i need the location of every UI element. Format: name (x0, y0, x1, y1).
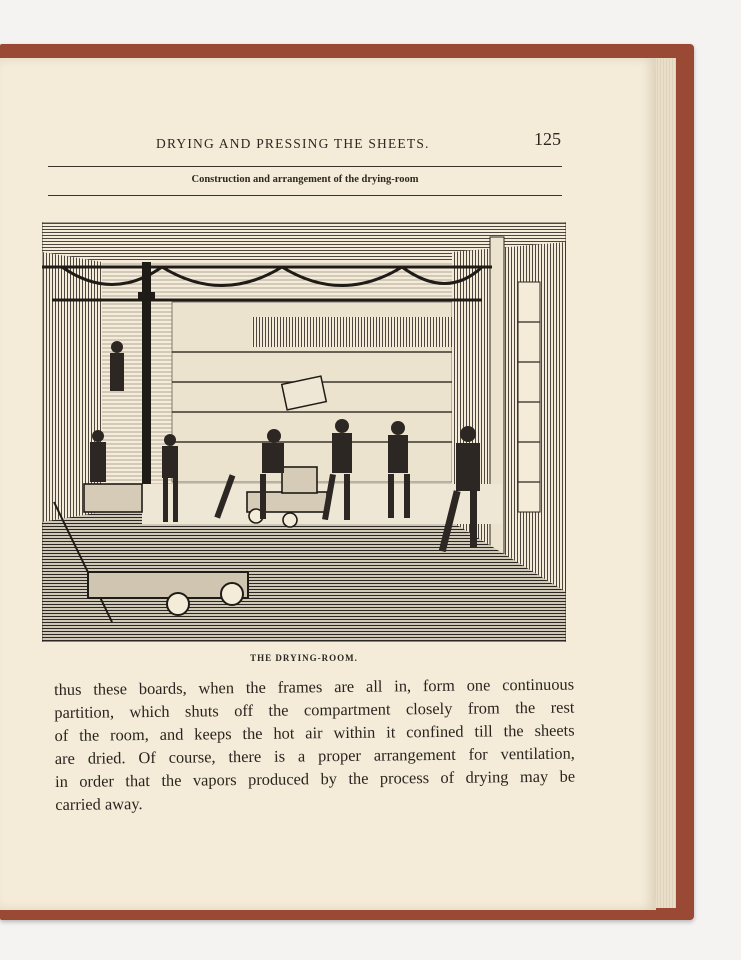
text-line: thus these boards, when the frames are all in, form one continuous (54, 674, 575, 699)
text-line: partition, which shuts off the compartment closely from the rest (54, 697, 575, 722)
running-title: DRYING AND PRESSING THE SHEETS. (156, 136, 430, 151)
section-subheading: Construction and arrangement of the drying-room (191, 174, 419, 185)
drying-room-engraving (42, 222, 566, 642)
text-line: in order that the vapors produced by the process of drying may be (54, 766, 576, 791)
body-paragraph (54, 673, 575, 816)
header-rule-bottom (48, 195, 562, 196)
header-rule-top (48, 166, 562, 167)
text-line: are dried. Of course, there is a proper arrangement for ventilation, (54, 743, 575, 768)
running-head (48, 128, 562, 152)
figure-caption: THE DRYING-ROOM. (250, 653, 358, 663)
text-line: carried away. (55, 794, 143, 814)
page-number: 125 (534, 129, 561, 149)
text-line: of the room, and keeps the hot air within it confined till the sheets (54, 720, 575, 745)
